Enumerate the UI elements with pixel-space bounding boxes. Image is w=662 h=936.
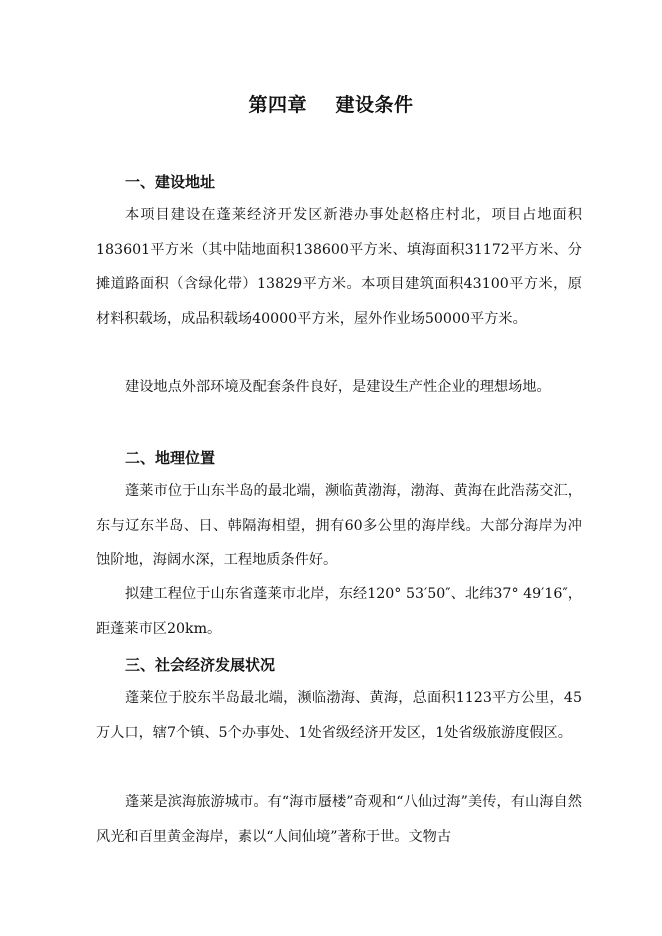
section-heading-socioeconomic-status: 三、社会经济发展状况	[125, 656, 276, 674]
paragraph-tourism-city: 蓬莱是滨海旅游城市。有“海市蜃楼”奇观和“八仙过海”美传，有山海自然风光和百里黄金海岸，素以“人间仙境”著称于世。文物古	[96, 794, 582, 845]
paragraph-penglai-overview: 蓬莱位于胶东半岛最北端，濒临渤海、黄海，总面积1123平方公里，45万人口，辖7个镇、5个办事处、1处省级经济开发区，1处省级旅游度假区。	[96, 690, 582, 741]
chapter-title: 第四章 建设条件	[248, 94, 414, 116]
paragraph-site-conditions: 建设地点外部环境及配套条件良好，是建设生产性企业的理想场地。	[125, 379, 551, 395]
paragraph-project-coordinates: 拟建工程位于山东省蓬莱市北岸，东经120° 53′50″、北纬37° 49′16″，距蓬莱市区20km。	[96, 586, 582, 637]
paragraph-site-area: 本项目建设在蓬莱经济开发区新港办事处赵格庄村北，项目占地面积183601平方米（其中陆地面积138600平方米、填海面积31172平方米、分摊道路面积（含绿化带）13829平方米。本项目建筑面积43100平方米，原材料积载场，成品积载场40000平方米，屋外作业场50000平方米。	[96, 207, 582, 327]
section-heading-geographic-location: 二、地理位置	[125, 449, 216, 467]
paragraph-penglai-location: 蓬莱市位于山东半岛的最北端，濒临黄渤海，渤海、黄海在此浩荡交汇，东与辽东半岛、日、韩隔海相望，拥有60多公里的海岸线。大部分海岸为冲蚀阶地，海阔水深，工程地质条件好。	[96, 483, 582, 569]
section-heading-construction-site: 一、建设地址	[125, 173, 216, 191]
